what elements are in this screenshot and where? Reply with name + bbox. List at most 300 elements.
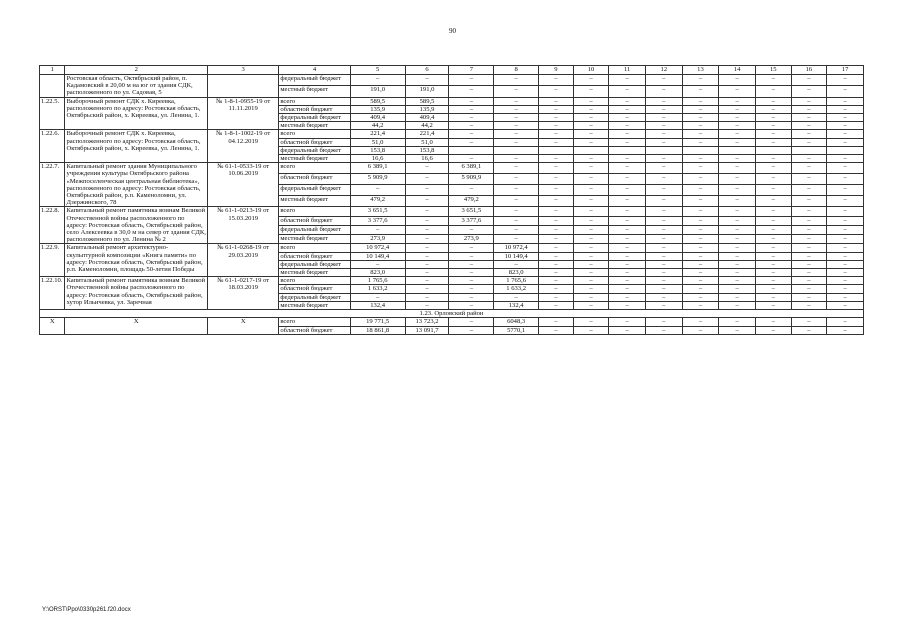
amount-cell: 273,9	[350, 235, 405, 244]
column-number: 17	[827, 66, 864, 75]
table-row	[40, 277, 864, 285]
amount-cell: –	[350, 260, 405, 268]
contract-number	[208, 75, 279, 98]
amount-cell: –	[449, 326, 494, 334]
amount-cell: –	[645, 105, 682, 113]
amount-cell: –	[791, 105, 827, 113]
amount-cell: –	[791, 277, 827, 285]
amount-cell: –	[609, 174, 646, 185]
amount-cell: –	[682, 277, 719, 285]
amount-cell: –	[645, 216, 682, 225]
amount-cell: –	[645, 293, 682, 301]
amount-cell: –	[573, 138, 609, 146]
amount-cell: –	[573, 130, 609, 138]
amount-cell: –	[405, 285, 449, 293]
amount-cell: –	[494, 174, 539, 185]
amount-cell: –	[539, 196, 574, 207]
amount-cell	[609, 146, 646, 154]
contract-number: № 1-8-1-0955-19 от 11.11.2019	[208, 97, 279, 130]
amount-cell: –	[609, 185, 646, 196]
amount-cell: –	[645, 86, 682, 97]
amount-cell: 10 972,4	[494, 244, 539, 252]
amount-cell: –	[682, 225, 719, 234]
amount-cell: –	[539, 155, 574, 163]
column-number: 7	[449, 66, 494, 75]
amount-cell: –	[494, 155, 539, 163]
amount-cell	[791, 146, 827, 154]
item-number: 1.22.5.	[40, 97, 65, 130]
amount-cell: –	[645, 174, 682, 185]
amount-cell: –	[449, 252, 494, 260]
amount-cell: 5 909,9	[449, 174, 494, 185]
amount-cell: –	[609, 86, 646, 97]
amount-cell: 132,4	[350, 301, 405, 309]
funding-source: местный бюджет	[279, 196, 350, 207]
amount-cell: –	[494, 216, 539, 225]
amount-cell: –	[827, 185, 864, 196]
amount-cell: –	[573, 260, 609, 268]
column-number: 5	[350, 66, 405, 75]
column-number: 1	[40, 66, 65, 75]
amount-cell: –	[539, 318, 574, 326]
amount-cell: –	[449, 277, 494, 285]
amount-cell: –	[405, 185, 449, 196]
amount-cell: –	[791, 301, 827, 309]
amount-cell: 409,4	[350, 114, 405, 122]
amount-cell: 3 651,5	[350, 207, 405, 216]
funding-source: местный бюджет	[279, 155, 350, 163]
amount-cell: –	[827, 301, 864, 309]
amount-cell: –	[755, 174, 791, 185]
contract-number: № 61-1-0213-19 от 15.03.2019	[208, 207, 279, 244]
amount-cell: –	[645, 301, 682, 309]
amount-cell: 479,2	[350, 196, 405, 207]
column-number: 16	[791, 66, 827, 75]
amount-cell: –	[609, 301, 646, 309]
amount-cell: –	[791, 285, 827, 293]
amount-cell: –	[573, 285, 609, 293]
amount-cell: –	[539, 235, 574, 244]
amount-cell: –	[719, 207, 756, 216]
amount-cell: –	[791, 122, 827, 130]
amount-cell: –	[827, 277, 864, 285]
amount-cell: –	[755, 277, 791, 285]
amount-cell: –	[755, 196, 791, 207]
amount-cell: –	[791, 174, 827, 185]
amount-cell: –	[645, 196, 682, 207]
amount-cell: –	[573, 174, 609, 185]
amount-cell: –	[539, 174, 574, 185]
amount-cell: –	[682, 285, 719, 293]
amount-cell: –	[494, 163, 539, 174]
item-number: 1.22.7.	[40, 163, 65, 207]
amount-cell: –	[539, 114, 574, 122]
amount-cell	[827, 146, 864, 154]
amount-cell: –	[682, 235, 719, 244]
amount-cell: 823,0	[494, 269, 539, 277]
placeholder-x: X	[65, 318, 208, 334]
amount-cell: –	[405, 277, 449, 285]
amount-cell: –	[449, 86, 494, 97]
amount-cell: –	[539, 105, 574, 113]
funding-source: федеральный бюджет	[279, 293, 350, 301]
amount-cell: –	[645, 207, 682, 216]
amount-cell	[755, 146, 791, 154]
amount-cell: –	[405, 196, 449, 207]
amount-cell: –	[539, 75, 574, 86]
table-body	[40, 66, 864, 335]
funding-source: всего	[279, 207, 350, 216]
amount-cell: –	[719, 269, 756, 277]
amount-cell: –	[609, 244, 646, 252]
amount-cell	[719, 146, 756, 154]
amount-cell: –	[573, 326, 609, 334]
amount-cell: –	[494, 105, 539, 113]
table-row	[40, 207, 864, 216]
amount-cell: –	[573, 105, 609, 113]
amount-cell: 13 723,2	[405, 318, 449, 326]
amount-cell: –	[719, 97, 756, 105]
amount-cell: –	[539, 216, 574, 225]
amount-cell: –	[645, 130, 682, 138]
amount-cell: 153,8	[405, 146, 449, 154]
amount-cell: 1 765,6	[350, 277, 405, 285]
amount-cell: 6 389,1	[350, 163, 405, 174]
amount-cell: –	[719, 252, 756, 260]
item-name: Капитальный ремонт памятника воинам Великой Отечественной войны расположенного по адресу: Ростовская область, Октябрьский район, хутор Ильичевка, ул. Заречная	[65, 277, 208, 310]
table-row	[40, 244, 864, 252]
amount-cell: –	[573, 216, 609, 225]
amount-cell: –	[573, 269, 609, 277]
amount-cell: –	[755, 225, 791, 234]
amount-cell: –	[682, 138, 719, 146]
amount-cell: –	[719, 185, 756, 196]
amount-cell: 191,0	[405, 86, 449, 97]
item-name: Капитальный ремонт памятника воинам Великой Отечественной войны расположенного по адресу: Ростовская область, Октябрьский район, село Алексеевка в 30,0 м на север от здания СДК, расположенного по ул. Ленина № 2	[66, 207, 206, 244]
amount-cell: 3 377,6	[350, 216, 405, 225]
column-number: 3	[208, 66, 279, 75]
column-number: 10	[573, 66, 609, 75]
amount-cell: –	[573, 252, 609, 260]
amount-cell: 409,4	[405, 114, 449, 122]
amount-cell: 19 771,5	[350, 318, 405, 326]
item-name: Выборочный ремонт СДК х. Киреевка, расположенного по адресу: Ростовская область, Октябрьский район, х. Киреевка, ул. Ленина, 1.	[65, 97, 208, 130]
funding-source: всего	[279, 244, 350, 252]
funding-source: всего	[279, 318, 350, 326]
amount-cell: –	[755, 269, 791, 277]
amount-cell: –	[791, 196, 827, 207]
amount-cell: –	[827, 75, 864, 86]
amount-cell: –	[755, 138, 791, 146]
funding-source: федеральный бюджет	[279, 260, 350, 268]
amount-cell: 1 633,2	[494, 285, 539, 293]
amount-cell: –	[449, 138, 494, 146]
amount-cell: 132,4	[494, 301, 539, 309]
amount-cell: –	[350, 293, 405, 301]
amount-cell: –	[791, 216, 827, 225]
amount-cell: –	[827, 122, 864, 130]
amount-cell: –	[645, 138, 682, 146]
amount-cell: –	[645, 163, 682, 174]
amount-cell: –	[719, 260, 756, 268]
amount-cell: –	[645, 326, 682, 334]
amount-cell: –	[682, 196, 719, 207]
amount-cell: 1 765,6	[494, 277, 539, 285]
amount-cell: –	[494, 130, 539, 138]
funding-source: областной бюджет	[279, 138, 350, 146]
amount-cell: –	[539, 185, 574, 196]
amount-cell: –	[719, 235, 756, 244]
amount-cell: –	[719, 196, 756, 207]
amount-cell: –	[539, 244, 574, 252]
amount-cell: 589,5	[350, 97, 405, 105]
amount-cell: –	[791, 138, 827, 146]
amount-cell: –	[573, 207, 609, 216]
amount-cell: –	[755, 293, 791, 301]
amount-cell: –	[539, 97, 574, 105]
amount-cell	[573, 146, 609, 154]
amount-cell: 273,9	[449, 235, 494, 244]
amount-cell: –	[755, 105, 791, 113]
amount-cell: –	[827, 269, 864, 277]
amount-cell: –	[719, 105, 756, 113]
amount-cell: 5 909,9	[350, 174, 405, 185]
column-number: 9	[539, 66, 574, 75]
amount-cell: –	[449, 225, 494, 234]
funding-source: федеральный бюджет	[279, 114, 350, 122]
item-number: 1.22.9.	[40, 244, 65, 277]
amount-cell: –	[573, 163, 609, 174]
amount-cell: 3 651,5	[449, 207, 494, 216]
amount-cell: –	[827, 196, 864, 207]
amount-cell: –	[539, 130, 574, 138]
amount-cell: 6048,3	[494, 318, 539, 326]
amount-cell: –	[405, 235, 449, 244]
amount-cell: –	[609, 97, 646, 105]
amount-cell: 5770,1	[494, 326, 539, 334]
amount-cell: –	[791, 225, 827, 234]
amount-cell: –	[719, 163, 756, 174]
amount-cell: –	[682, 130, 719, 138]
table-row	[40, 97, 864, 105]
amount-cell: –	[827, 244, 864, 252]
funding-source: областной бюджет	[279, 216, 350, 225]
column-number: 6	[405, 66, 449, 75]
amount-cell: –	[682, 252, 719, 260]
amount-cell: –	[755, 130, 791, 138]
amount-cell: –	[755, 185, 791, 196]
amount-cell: –	[539, 122, 574, 130]
amount-cell: 44,2	[350, 122, 405, 130]
column-number: 12	[645, 66, 682, 75]
amount-cell: –	[791, 130, 827, 138]
amount-cell: –	[827, 86, 864, 97]
amount-cell: 13 091,7	[405, 326, 449, 334]
amount-cell: –	[494, 97, 539, 105]
amount-cell: 10 972,4	[350, 244, 405, 252]
amount-cell: –	[682, 260, 719, 268]
amount-cell: –	[449, 301, 494, 309]
amount-cell: –	[682, 207, 719, 216]
amount-cell: –	[539, 138, 574, 146]
amount-cell: –	[350, 75, 405, 86]
amount-cell: –	[609, 130, 646, 138]
table-row	[40, 163, 864, 174]
amount-cell: –	[791, 155, 827, 163]
amount-cell: –	[682, 269, 719, 277]
amount-cell: –	[719, 86, 756, 97]
funding-source: местный бюджет	[279, 235, 350, 244]
amount-cell	[494, 146, 539, 154]
amount-cell: –	[539, 225, 574, 234]
amount-cell: –	[791, 244, 827, 252]
amount-cell: –	[719, 277, 756, 285]
amount-cell: –	[609, 235, 646, 244]
amount-cell: –	[539, 301, 574, 309]
amount-cell: –	[682, 244, 719, 252]
amount-cell: –	[573, 196, 609, 207]
amount-cell: –	[573, 155, 609, 163]
amount-cell: –	[791, 235, 827, 244]
funding-source: областной бюджет	[279, 285, 350, 293]
amount-cell: –	[449, 122, 494, 130]
amount-cell: –	[645, 235, 682, 244]
amount-cell	[539, 146, 574, 154]
item-number: 1.22.6.	[40, 130, 65, 163]
funding-source: федеральный бюджет	[279, 75, 350, 86]
amount-cell: –	[682, 301, 719, 309]
amount-cell: –	[573, 244, 609, 252]
amount-cell: –	[791, 318, 827, 326]
section-heading-row	[40, 310, 864, 318]
amount-cell: –	[573, 86, 609, 97]
amount-cell: –	[405, 293, 449, 301]
amount-cell: –	[719, 75, 756, 86]
amount-cell: –	[755, 163, 791, 174]
amount-cell: –	[494, 293, 539, 301]
amount-cell: –	[682, 105, 719, 113]
amount-cell	[449, 146, 494, 154]
amount-cell: –	[827, 138, 864, 146]
amount-cell: –	[719, 138, 756, 146]
amount-cell: –	[791, 86, 827, 97]
amount-cell: –	[682, 97, 719, 105]
amount-cell: –	[539, 326, 574, 334]
amount-cell: –	[494, 260, 539, 268]
amount-cell: –	[494, 185, 539, 196]
amount-cell: –	[827, 97, 864, 105]
amount-cell: –	[755, 285, 791, 293]
amount-cell: –	[494, 138, 539, 146]
amount-cell: –	[405, 252, 449, 260]
funding-source: областной бюджет	[279, 174, 350, 185]
amount-cell: –	[449, 155, 494, 163]
amount-cell: –	[609, 252, 646, 260]
amount-cell: –	[645, 155, 682, 163]
amount-cell: –	[449, 75, 494, 86]
amount-cell: –	[573, 185, 609, 196]
amount-cell: –	[539, 207, 574, 216]
amount-cell: –	[827, 293, 864, 301]
table-row	[40, 318, 864, 326]
amount-cell: –	[827, 174, 864, 185]
amount-cell: –	[791, 114, 827, 122]
amount-cell: 479,2	[449, 196, 494, 207]
funding-source: федеральный бюджет	[279, 225, 350, 234]
amount-cell: 16,6	[405, 155, 449, 163]
amount-cell: –	[645, 185, 682, 196]
amount-cell: –	[827, 225, 864, 234]
contract-number: № 61-1-0217-19 от 18.03.2019	[208, 277, 279, 310]
amount-cell: –	[755, 97, 791, 105]
amount-cell: –	[755, 260, 791, 268]
column-number: 15	[755, 66, 791, 75]
amount-cell: –	[682, 216, 719, 225]
amount-cell: 135,9	[350, 105, 405, 113]
amount-cell: –	[405, 244, 449, 252]
amount-cell: –	[494, 207, 539, 216]
amount-cell: 18 861,8	[350, 326, 405, 334]
amount-cell: –	[791, 207, 827, 216]
amount-cell: –	[827, 260, 864, 268]
funding-source: областной бюджет	[279, 252, 350, 260]
amount-cell: –	[719, 293, 756, 301]
amount-cell: –	[573, 122, 609, 130]
amount-cell: –	[449, 285, 494, 293]
amount-cell: –	[573, 235, 609, 244]
amount-cell: –	[827, 207, 864, 216]
funding-source: местный бюджет	[279, 269, 350, 277]
amount-cell: –	[405, 207, 449, 216]
amount-cell: –	[827, 105, 864, 113]
amount-cell: –	[755, 235, 791, 244]
funding-source: всего	[279, 97, 350, 105]
column-number: 13	[682, 66, 719, 75]
amount-cell: –	[645, 252, 682, 260]
amount-cell: –	[609, 225, 646, 234]
amount-cell: –	[539, 260, 574, 268]
page-number: 90	[449, 27, 456, 35]
amount-cell: –	[449, 114, 494, 122]
amount-cell: –	[719, 130, 756, 138]
amount-cell: –	[791, 97, 827, 105]
column-number: 4	[279, 66, 350, 75]
amount-cell: –	[682, 75, 719, 86]
amount-cell: –	[755, 75, 791, 86]
amount-cell: –	[645, 244, 682, 252]
amount-cell: –	[682, 174, 719, 185]
amount-cell: –	[827, 163, 864, 174]
item-name: Ростовская область, Октябрьский район, п. Кадамовский в 20,00 м на юг от здания СДК, расположенного по ул. Садовая, 5	[65, 75, 208, 98]
amount-cell: –	[609, 269, 646, 277]
amount-cell: –	[719, 301, 756, 309]
funding-source: всего	[279, 163, 350, 174]
amount-cell: –	[682, 326, 719, 334]
amount-cell: –	[719, 114, 756, 122]
amount-cell: –	[405, 163, 449, 174]
amount-cell: –	[405, 225, 449, 234]
amount-cell: –	[609, 293, 646, 301]
amount-cell: –	[755, 244, 791, 252]
amount-cell: –	[827, 326, 864, 334]
amount-cell: –	[791, 260, 827, 268]
amount-cell: –	[449, 244, 494, 252]
amount-cell: 1 633,2	[350, 285, 405, 293]
item-number	[40, 75, 65, 98]
amount-cell: –	[791, 75, 827, 86]
funding-source: областной бюджет	[279, 105, 350, 113]
amount-cell: –	[755, 326, 791, 334]
